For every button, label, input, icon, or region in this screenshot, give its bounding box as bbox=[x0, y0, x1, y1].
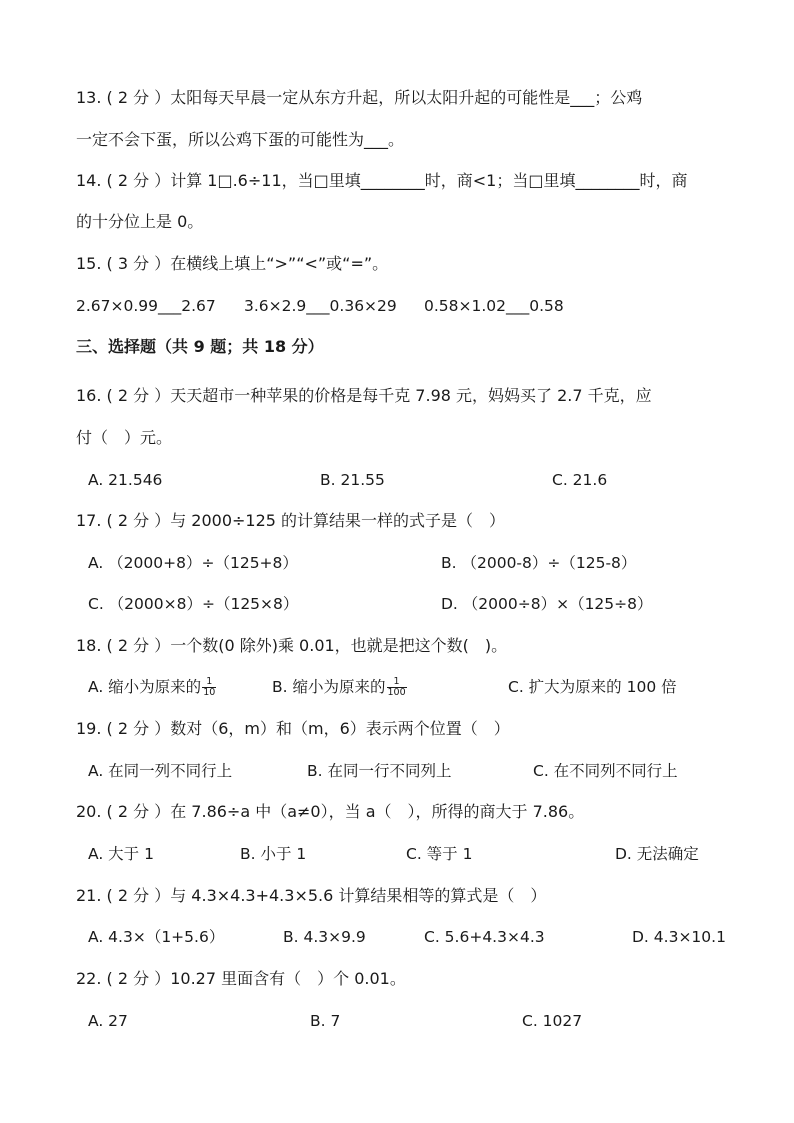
question-22-option-b[interactable]: B. 7 bbox=[310, 1012, 341, 1030]
question-21-option-c[interactable]: C. 5.6+4.3×4.3 bbox=[424, 928, 545, 946]
question-13-line-2: 一定不会下蛋，所以公鸡下蛋的可能性为___。 bbox=[76, 130, 405, 149]
question-20-line-1: 20. ( 2 分 ）在 7.86÷a 中（a≠0），当 a（ ），所得的商大于 7.86。 bbox=[76, 802, 585, 821]
question-15-line-1: 15. ( 3 分 ）在横线上填上“>”“<”或“=”。 bbox=[76, 254, 389, 273]
question-18-option-b[interactable] bbox=[272, 676, 407, 698]
question-19-option-c[interactable]: C. 在不同列不同行上 bbox=[533, 762, 678, 780]
option-a-text: A. 缩小为原来的 bbox=[88, 678, 202, 696]
question-15-item-3: 0.58×1.02___0.58 bbox=[424, 297, 564, 315]
question-21-option-d[interactable]: D. 4.3×10.1 bbox=[632, 928, 726, 946]
question-18-line-1: 18. ( 2 分 ）一个数(0 除外)乘 0.01，也就是把这个数( )。 bbox=[76, 636, 508, 655]
question-17-option-b[interactable]: B. （2000-8）÷（125-8） bbox=[441, 554, 637, 572]
fraction-numerator: 1 bbox=[387, 677, 407, 688]
question-19-line-1: 19. ( 2 分 ）数对（6，m）和（m，6）表示两个位置（ ） bbox=[76, 719, 510, 738]
question-21-option-b[interactable]: B. 4.3×9.9 bbox=[283, 928, 366, 946]
question-22-option-c[interactable]: C. 1027 bbox=[522, 1012, 583, 1030]
question-18-option-c[interactable]: C. 扩大为原来的 100 倍 bbox=[508, 678, 677, 696]
question-17-option-a[interactable]: A. （2000+8）÷（125+8） bbox=[88, 554, 298, 572]
question-20-option-a[interactable]: A. 大于 1 bbox=[88, 845, 154, 863]
question-22-option-a[interactable]: A. 27 bbox=[88, 1012, 128, 1030]
question-16-option-c[interactable]: C. 21.6 bbox=[552, 471, 608, 489]
question-16-option-a[interactable]: A. 21.546 bbox=[88, 471, 163, 489]
question-21-line-1: 21. ( 2 分 ）与 4.3×4.3+4.3×5.6 计算结果相等的算式是（ ） bbox=[76, 886, 547, 905]
question-15-item-1: 2.67×0.99___2.67 bbox=[76, 297, 216, 315]
section-3-heading: 三、选择题（共 9 题；共 18 分） bbox=[76, 337, 324, 356]
question-15-item-2: 3.6×2.9___0.36×29 bbox=[244, 297, 397, 315]
fraction-one-tenth bbox=[202, 677, 216, 698]
question-20-option-c[interactable]: C. 等于 1 bbox=[406, 845, 473, 863]
fraction-numerator: 1 bbox=[202, 677, 216, 688]
fraction-one-hundredth bbox=[387, 677, 407, 698]
question-16-line-1: 16. ( 2 分 ）天天超市一种苹果的价格是每千克 7.98 元，妈妈买了 2.7 千克，应 bbox=[76, 386, 652, 405]
question-22-line-1: 22. ( 2 分 ）10.27 里面含有（ ）个 0.01。 bbox=[76, 969, 406, 988]
question-16-line-2: 付（ ）元。 bbox=[76, 428, 173, 447]
question-20-option-b[interactable]: B. 小于 1 bbox=[240, 845, 307, 863]
question-16-option-b[interactable]: B. 21.55 bbox=[320, 471, 385, 489]
fraction-denominator: 10 bbox=[203, 687, 216, 698]
question-14-line-1: 14. ( 2 分 ）计算 1□.6÷11，当□里填________时，商<1；当□里填________时，商 bbox=[76, 171, 688, 190]
question-17-option-d[interactable]: D. （2000÷8）×（125÷8） bbox=[441, 595, 653, 613]
question-14-line-2: 的十分位上是 0。 bbox=[76, 212, 204, 231]
question-13-line-1: 13. ( 2 分 ）太阳每天早晨一定从东方升起，所以太阳升起的可能性是___；公鸡 bbox=[76, 88, 643, 107]
question-17-line-1: 17. ( 2 分 ）与 2000÷125 的计算结果一样的式子是（ ） bbox=[76, 511, 506, 530]
question-21-option-a[interactable]: A. 4.3×（1+5.6） bbox=[88, 928, 225, 946]
question-19-option-b[interactable]: B. 在同一行不同列上 bbox=[307, 762, 452, 780]
question-18-option-a[interactable] bbox=[88, 676, 216, 698]
question-20-option-d[interactable]: D. 无法确定 bbox=[615, 845, 699, 863]
option-b-text: B. 缩小为原来的 bbox=[272, 678, 386, 696]
fraction-denominator: 100 bbox=[387, 687, 406, 698]
question-17-option-c[interactable]: C. （2000×8）÷（125×8） bbox=[88, 595, 299, 613]
question-19-option-a[interactable]: A. 在同一列不同行上 bbox=[88, 762, 233, 780]
